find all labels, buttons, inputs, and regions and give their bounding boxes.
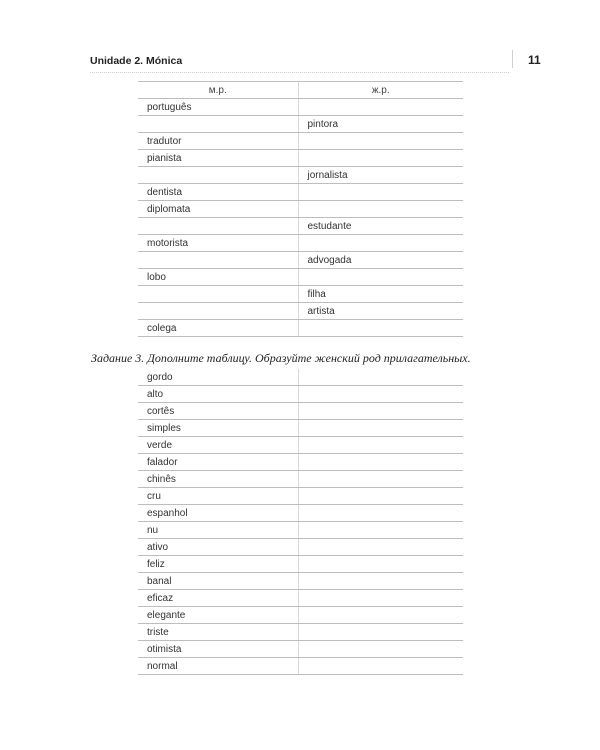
table-row — [138, 590, 463, 607]
cell-masculine: ativo — [138, 539, 298, 556]
table-row — [138, 573, 463, 590]
cell-feminine — [298, 590, 463, 607]
adjectives-table — [138, 369, 463, 675]
cell-masculine: elegante — [138, 607, 298, 624]
cell-feminine — [298, 386, 463, 403]
running-header-title: Unidade 2. Mónica — [90, 55, 183, 67]
cell-masculine: simples — [138, 420, 298, 437]
table-header-row — [138, 82, 463, 99]
header-rule — [90, 72, 509, 73]
cell-feminine: advogada — [298, 252, 463, 269]
cell-feminine — [298, 624, 463, 641]
table-row — [138, 303, 463, 320]
cell-feminine — [298, 641, 463, 658]
cell-feminine: estudante — [298, 218, 463, 235]
table-row — [138, 252, 463, 269]
table-row — [138, 607, 463, 624]
cell-masculine: gordo — [138, 369, 298, 386]
table-row — [138, 658, 463, 675]
cell-masculine: cortês — [138, 403, 298, 420]
table-body — [138, 369, 463, 675]
cell-feminine — [298, 658, 463, 675]
cell-feminine — [298, 488, 463, 505]
cell-masculine: diplomata — [138, 201, 298, 218]
cell-feminine — [298, 201, 463, 218]
table-row — [138, 116, 463, 133]
cell-masculine: colega — [138, 320, 298, 337]
cell-masculine: falador — [138, 454, 298, 471]
table-row — [138, 454, 463, 471]
cell-masculine: normal — [138, 658, 298, 675]
cell-masculine: português — [138, 99, 298, 116]
cell-masculine — [138, 286, 298, 303]
table-row — [138, 522, 463, 539]
task-heading — [91, 351, 471, 366]
table-body — [138, 99, 463, 337]
table-row — [138, 641, 463, 658]
table-row — [138, 437, 463, 454]
cell-feminine — [298, 235, 463, 252]
table-row — [138, 488, 463, 505]
cell-masculine: eficaz — [138, 590, 298, 607]
table-row — [138, 167, 463, 184]
cell-masculine: chinês — [138, 471, 298, 488]
table-row — [138, 269, 463, 286]
table-row — [138, 505, 463, 522]
table-row — [138, 133, 463, 150]
cell-masculine: cru — [138, 488, 298, 505]
cell-feminine — [298, 369, 463, 386]
cell-masculine: otimista — [138, 641, 298, 658]
cell-masculine: banal — [138, 573, 298, 590]
table-row — [138, 539, 463, 556]
cell-masculine: alto — [138, 386, 298, 403]
cell-masculine — [138, 218, 298, 235]
cell-feminine: pintora — [298, 116, 463, 133]
table-row — [138, 235, 463, 252]
cell-feminine — [298, 133, 463, 150]
table-row — [138, 386, 463, 403]
cell-masculine: feliz — [138, 556, 298, 573]
cell-feminine — [298, 505, 463, 522]
cell-feminine — [298, 522, 463, 539]
cell-masculine: nu — [138, 522, 298, 539]
column-header-feminine: ж.р. — [298, 82, 463, 99]
cell-masculine: dentista — [138, 184, 298, 201]
cell-masculine — [138, 167, 298, 184]
cell-masculine: pianista — [138, 150, 298, 167]
cell-feminine — [298, 320, 463, 337]
cell-feminine — [298, 184, 463, 201]
table-row — [138, 218, 463, 235]
table-row — [138, 286, 463, 303]
page-number: 11 — [528, 53, 541, 67]
cell-feminine — [298, 150, 463, 167]
task-label: Задание 3. — [91, 351, 145, 365]
column-header-masculine: м.р. — [138, 82, 298, 99]
table-row — [138, 403, 463, 420]
cell-feminine — [298, 437, 463, 454]
cell-masculine: tradutor — [138, 133, 298, 150]
cell-feminine — [298, 420, 463, 437]
cell-masculine — [138, 116, 298, 133]
table-row — [138, 556, 463, 573]
cell-feminine: jornalista — [298, 167, 463, 184]
table-row — [138, 150, 463, 167]
cell-feminine — [298, 539, 463, 556]
cell-masculine: espanhol — [138, 505, 298, 522]
table-row — [138, 320, 463, 337]
cell-feminine — [298, 556, 463, 573]
cell-feminine — [298, 607, 463, 624]
header-divider — [512, 50, 513, 68]
cell-feminine: filha — [298, 286, 463, 303]
task-text: Дополните таблицу. Образуйте женский род прилагательных. — [147, 351, 471, 365]
table-row — [138, 624, 463, 641]
cell-feminine — [298, 403, 463, 420]
cell-feminine — [298, 99, 463, 116]
table-row — [138, 369, 463, 386]
table-row — [138, 420, 463, 437]
cell-masculine: lobo — [138, 269, 298, 286]
cell-masculine: motorista — [138, 235, 298, 252]
table-row — [138, 471, 463, 488]
table-row — [138, 184, 463, 201]
gender-nouns-table — [138, 81, 463, 337]
cell-feminine — [298, 573, 463, 590]
table-row — [138, 99, 463, 116]
cell-feminine: artista — [298, 303, 463, 320]
cell-masculine — [138, 252, 298, 269]
cell-masculine: triste — [138, 624, 298, 641]
table-row — [138, 201, 463, 218]
cell-feminine — [298, 454, 463, 471]
cell-masculine — [138, 303, 298, 320]
cell-masculine: verde — [138, 437, 298, 454]
cell-feminine — [298, 471, 463, 488]
cell-feminine — [298, 269, 463, 286]
